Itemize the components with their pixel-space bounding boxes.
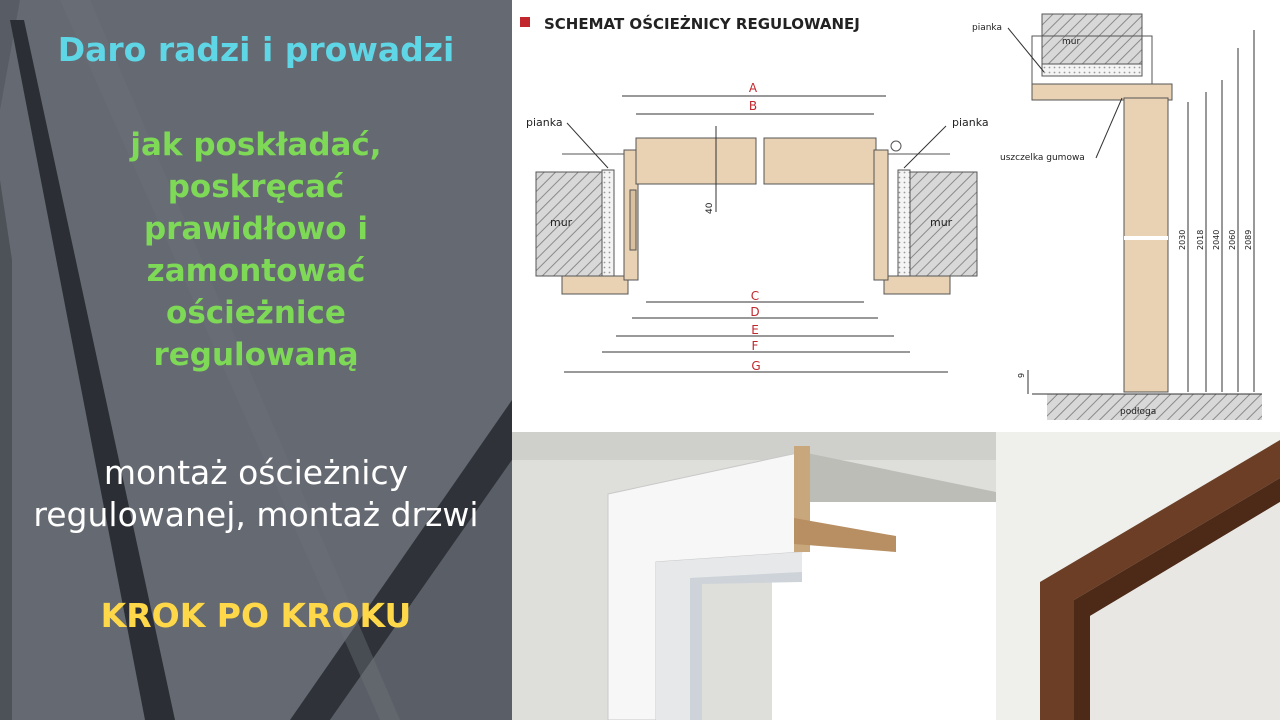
- right-jamb: [874, 150, 977, 294]
- dim-label-g: G: [751, 359, 761, 373]
- subtitle-line: montaż ościeżnicy: [103, 453, 409, 492]
- door-leaf-right: [764, 138, 876, 184]
- height-label: 2040: [1212, 229, 1221, 250]
- subtitle: [0, 452, 512, 536]
- dim-label-f: F: [751, 339, 759, 353]
- wall-label-side: mur: [1062, 37, 1081, 47]
- white-frame-photo: [512, 432, 996, 720]
- headline-line: regulowaną: [153, 337, 359, 373]
- frame-diagram: [512, 0, 1280, 432]
- headline-line: jak poskładać,: [130, 127, 382, 163]
- height-label: 2030: [1178, 229, 1187, 250]
- depth-label: 40: [705, 202, 715, 214]
- title-panel: [0, 0, 512, 720]
- door-leaf-left: [636, 138, 756, 184]
- floor-gap-label: 9: [1017, 372, 1026, 378]
- brown-frame-photo: [996, 432, 1280, 720]
- dim-label-a: A: [748, 81, 758, 95]
- subtitle-line: regulowanej, montaż drzwi: [33, 495, 479, 534]
- wall-label-left: mur: [550, 216, 573, 229]
- headline-line: prawidłowo i: [143, 211, 368, 247]
- headline-line: zamontować: [146, 253, 366, 289]
- headline: [0, 124, 512, 376]
- foam-label-left: pianka: [526, 116, 563, 129]
- channel-title: Daro radzi i prowadzi: [57, 30, 455, 69]
- hinge: [891, 141, 901, 151]
- floor-label: podłoga: [1120, 407, 1157, 417]
- height-label: 2060: [1228, 229, 1237, 250]
- gasket-label: uszczelka gumowa: [1000, 153, 1085, 163]
- headline-line: ościeżnice: [166, 295, 346, 331]
- dim-label-b: B: [748, 99, 758, 113]
- height-label: 2018: [1196, 229, 1205, 250]
- foam-label-side: pianka: [972, 23, 1003, 33]
- diagram-title: SCHEMAT OŚCIEŻNICY REGULOWANEJ: [544, 15, 860, 33]
- side-section: [1028, 14, 1262, 420]
- wall-label-right: mur: [930, 216, 953, 229]
- headline-line: poskręcać: [167, 169, 345, 205]
- title-marker: [520, 17, 530, 27]
- dim-label-c: C: [750, 289, 760, 303]
- dim-label-e: E: [751, 323, 759, 337]
- foam-label-right: pianka: [952, 116, 989, 129]
- dim-label-d: D: [750, 305, 760, 319]
- height-label: 2089: [1244, 229, 1253, 250]
- tagline: KROK PO KROKU: [100, 596, 412, 635]
